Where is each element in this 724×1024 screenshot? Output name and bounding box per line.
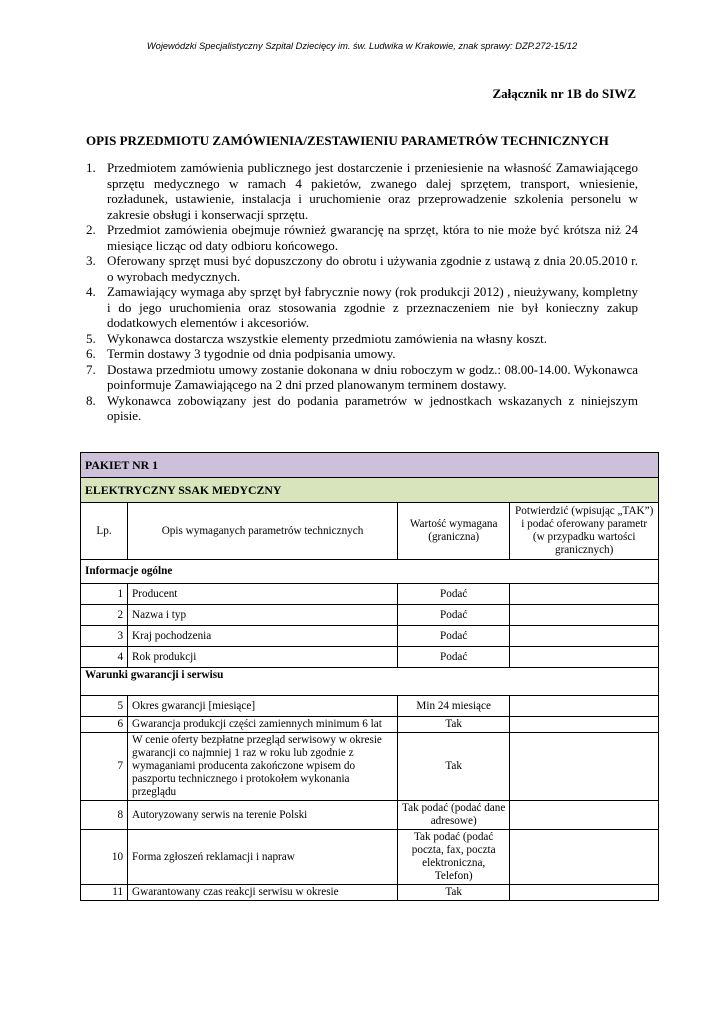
cell-description: Kraj pochodzenia [128,626,398,647]
table-row [81,733,659,801]
requirements-list [86,160,638,424]
cell-lp: 8 [81,801,128,830]
device-title: ELEKTRYCZNY SSAK MEDYCZNY [81,478,659,503]
header-required-value: Wartość wymagana (graniczna) [398,503,510,560]
cell-lp: 3 [81,626,128,647]
cell-required-value: Tak podać (podać dane adresowe) [398,801,510,830]
list-item-text: Dostawa przedmiotu umowy zostanie dokonana w dniu roboczym w godz.: 08.00-14.00. Wykonawca poinformuje Zamawiającego na 2 dni przed planowanym terminem dostawy. [107,361,638,392]
list-item-text: Wykonawca zobowiązany jest do podania parametrów w jednostkach wskazanych z niniejszym opisie. [107,392,638,423]
cell-required-value: Podać [398,584,510,605]
table-row [81,584,659,605]
list-item: 3. Oferowany sprzęt musi być dopuszczony do obrotu i używania zgodnie z ustawą z dnia 20.05.2010 r. o wyrobach medycznych. [86,253,638,284]
cell-description: Rok produkcji [128,647,398,668]
list-item: 6. Termin dostawy 3 tygodnie od dnia podpisania umowy. [86,346,396,361]
cell-required-value: Tak [398,885,510,901]
parameters-table [80,452,659,901]
cell-description: Okres gwarancji [miesiące] [128,696,398,717]
cell-description: Producent [128,584,398,605]
section-row [81,560,659,584]
list-item-text: Wykonawca dostarcza wszystkie elementy przedmiotu zamówienia na własny koszt. [107,330,547,346]
package-title: PAKIET NR 1 [81,453,659,478]
table-row [81,885,659,901]
table-row [81,717,659,733]
table-row [81,647,659,668]
list-item-text: Termin dostawy 3 tygodnie od dnia podpisania umowy. [107,346,396,361]
cell-offered-value[interactable] [510,626,659,647]
table-header-row [81,503,659,560]
cell-lp: 5 [81,696,128,717]
list-item: 1. Przedmiotem zamówienia publicznego jest dostarczenie i przeniesienie na własność Zamawiającego sprzętu medycznego w ramach 4 pakietów, zwanego dalej sprzętem, transport, wniesienie, rozładunek, ustawienie, instalacja i uruchomienie oraz przeprowadzenie szkolenia personelu w zakresie obsługi i konserwacji sprzętu. [86,160,638,222]
table-row [81,605,659,626]
list-item-text: Przedmiot zamówienia obejmuje również gwarancję na sprzęt, która to nie może być krótsza niż 24 miesiące licząc od daty odbioru końcowego. [107,222,638,253]
cell-offered-value[interactable] [510,885,659,901]
cell-lp: 11 [81,885,128,901]
section-general: Informacje ogólne [81,560,659,584]
cell-offered-value[interactable] [510,830,659,885]
cell-offered-value[interactable] [510,696,659,717]
table-row [81,626,659,647]
cell-offered-value[interactable] [510,801,659,830]
package-row [81,453,659,478]
cell-description: Gwarancja produkcji części zamiennych minimum 6 lat [128,717,398,733]
list-item: 2. Przedmiot zamówienia obejmuje również gwarancję na sprzęt, która to nie może być krótsza niż 24 miesiące licząc od daty odbioru końcowego. [86,222,638,253]
list-item-text: Oferowany sprzęt musi być dopuszczony do obrotu i używania zgodnie z ustawą z dnia 20.05.2010 r. o wyrobach medycznych. [107,253,638,284]
list-item: 4. Zamawiający wymaga aby sprzęt był fabrycznie nowy (rok produkcji 2012) , nieużywany, kompletny i do jego uruchomienia oraz stosowania zgodnie z przeznaczeniem nie był konieczny zakup dodatkowych elementów i akcesoriów. [86,284,638,330]
section-row [81,668,659,696]
cell-offered-value[interactable] [510,584,659,605]
list-item: 5. Wykonawca dostarcza wszystkie elementy przedmiotu zamówienia na własny koszt. [86,330,547,346]
attachment-label: Załącznik nr 1B do SIWZ [492,86,636,101]
table-row [81,696,659,717]
cell-description: Autoryzowany serwis na terenie Polski [128,801,398,830]
cell-description: Forma zgłoszeń reklamacji i napraw [128,830,398,885]
document-title: OPIS PRZEDMIOTU ZAMÓWIENIA/ZESTAWIENIU PARAMETRÓW TECHNICZNYCH [86,133,609,148]
header-confirm: Potwierdzić (wpisując „TAK”) i podać oferowany parametr (w przypadku wartości granicznych) [510,503,659,560]
page-header: Wojewódzki Specjalistyczny Szpital Dziecięcy im. św. Ludwika w Krakowie, znak sprawy: DZP.272-15/12 [146,41,578,51]
list-item-text: Przedmiotem zamówienia publicznego jest dostarczenie i przeniesienie na własność Zamawiającego sprzętu medycznego w ramach 4 pakietów, zwanego dalej sprzętem, transport, wniesienie, rozładunek, ustawienie, instalacja i uruchomienie oraz przeprowadzenie szkolenia personelu w zakresie obsługi i konserwacji sprzętu. [107,160,638,222]
table-row [81,830,659,885]
header-description: Opis wymaganych parametrów technicznych [128,503,398,560]
list-item-text: Zamawiający wymaga aby sprzęt był fabrycznie nowy (rok produkcji 2012) , nieużywany, kompletny i do jego uruchomienia oraz stosowania zgodnie z przeznaczeniem nie był konieczny zakup dodatkowych elementów i akcesoriów. [107,284,638,330]
cell-required-value: Tak [398,733,510,801]
cell-offered-value[interactable] [510,733,659,801]
cell-lp: 7 [81,733,128,801]
table-row [81,801,659,830]
cell-required-value: Tak [398,717,510,733]
device-row [81,478,659,503]
cell-lp: 1 [81,584,128,605]
cell-required-value: Tak podać (podać poczta, fax, poczta elektroniczna, Telefon) [398,830,510,885]
cell-description: Gwarantowany czas reakcji serwisu w okresie [128,885,398,901]
cell-required-value: Podać [398,626,510,647]
list-item: 8. Wykonawca zobowiązany jest do podania parametrów w jednostkach wskazanych z niniejszym opisie. [86,392,638,423]
cell-description: W cenie oferty bezpłatne przegląd serwisowy w okresie gwarancji co najmniej 1 raz w roku lub zgodnie z wymaganiami producenta zakończone wpisem do paszportu technicznego i protokołem wykonania przeglądu [128,733,398,801]
cell-lp: 2 [81,605,128,626]
section-warranty: Warunki gwarancji i serwisu [81,668,659,696]
header-lp: Lp. [81,503,128,560]
list-item: 7. Dostawa przedmiotu umowy zostanie dokonana w dniu roboczym w godz.: 08.00-14.00. Wykonawca poinformuje Zamawiającego na 2 dni przed planowanym terminem dostawy. [86,361,638,392]
cell-required-value: Podać [398,647,510,668]
cell-lp: 6 [81,717,128,733]
cell-offered-value[interactable] [510,605,659,626]
cell-lp: 10 [81,830,128,885]
cell-offered-value[interactable] [510,717,659,733]
cell-lp: 4 [81,647,128,668]
cell-required-value: Podać [398,605,510,626]
cell-offered-value[interactable] [510,647,659,668]
cell-description: Nazwa i typ [128,605,398,626]
cell-required-value: Min 24 miesiące [398,696,510,717]
